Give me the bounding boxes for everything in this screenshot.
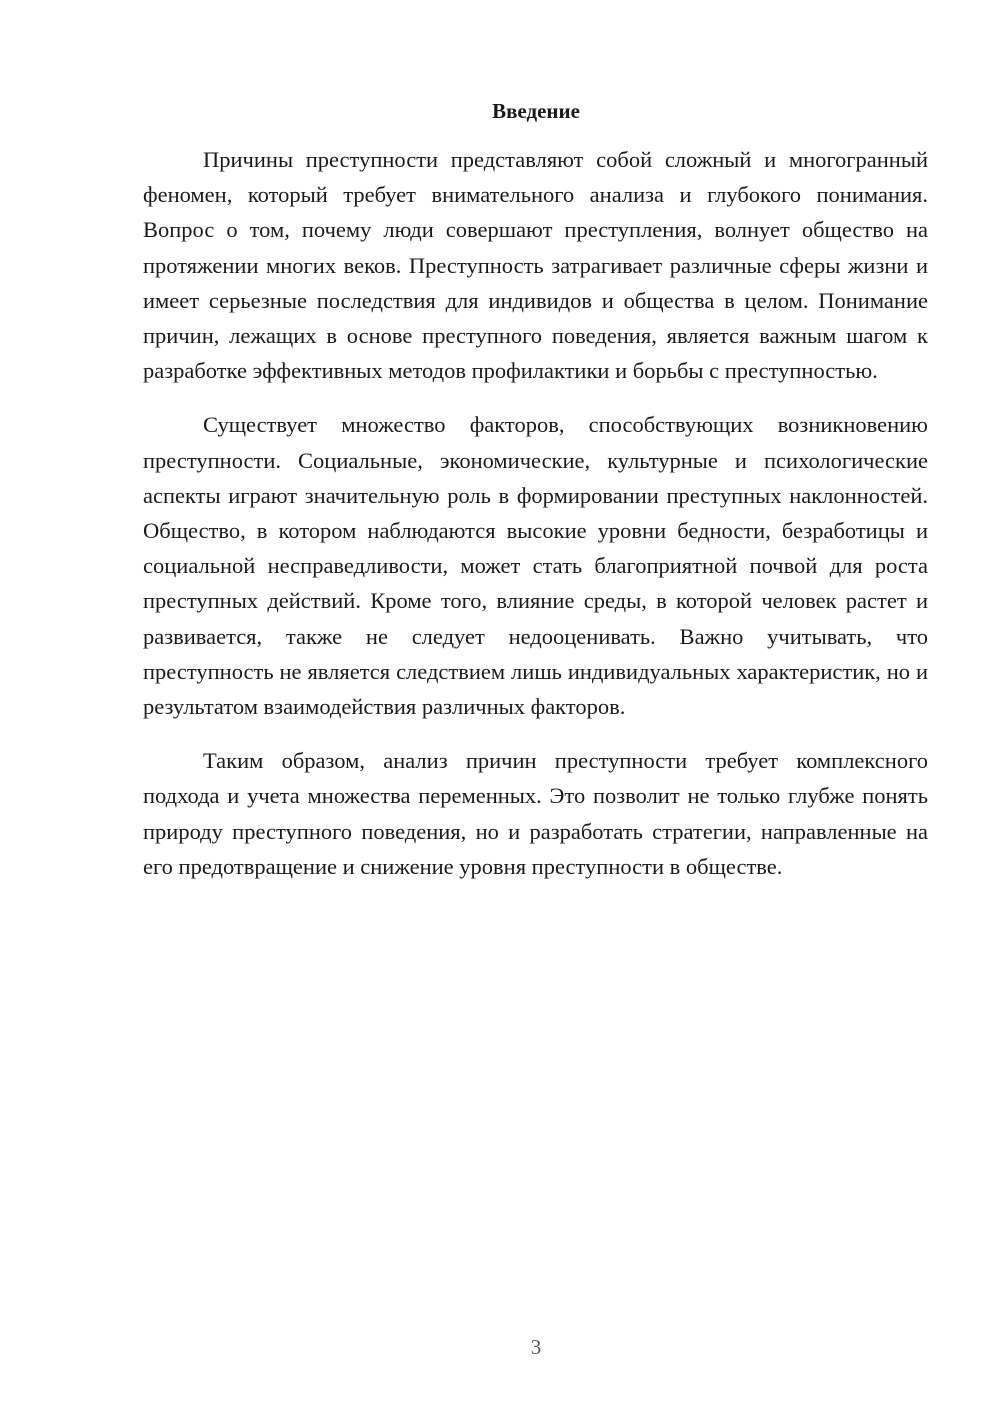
paragraph-2: Существует множество факторов, способствующих возникновению преступности. Социальные, экономические, культурные и психологические аспекты играют значительную роль в формировании преступных наклонностей. Общество, в котором наблюдаются высокие уровни бедности, безработицы и социальной несправедливости, может стать благоприятной почвой для роста преступных действий. Кроме того, влияние среды, в которой человек растет и развивается, также не следует недооценивать. Важно учитывать, что преступность не является следствием лишь индивидуальных характеристик, но и результатом взаимодействия различных факторов. [143, 412, 928, 720]
paragraph-1: Причины преступности представляют собой сложный и многогранный феномен, который требует внимательного анализа и глубокого понимания. Вопрос о том, почему люди совершают преступления, волнует общество на протяжении многих веков. Преступность затрагивает различные сферы жизни и имеет серьезные последствия для индивидов и общества в целом. Понимание причин, лежащих в основе преступного поведения, является важным шагом к разработке эффективных методов профилактики и борьбы с преступностью. [143, 147, 928, 384]
paragraph-3: Таким образом, анализ причин преступности требует комплексного подхода и учета множества переменных. Это позволит не только глубже понять природу преступного поведения, но и разработать стратегии, направленные на его предотвращение и снижение уровня преступности в обществе. [143, 748, 928, 879]
body-text [143, 142, 928, 903]
page-number: 3 [530, 1335, 542, 1359]
section-heading: Введение [492, 99, 580, 123]
